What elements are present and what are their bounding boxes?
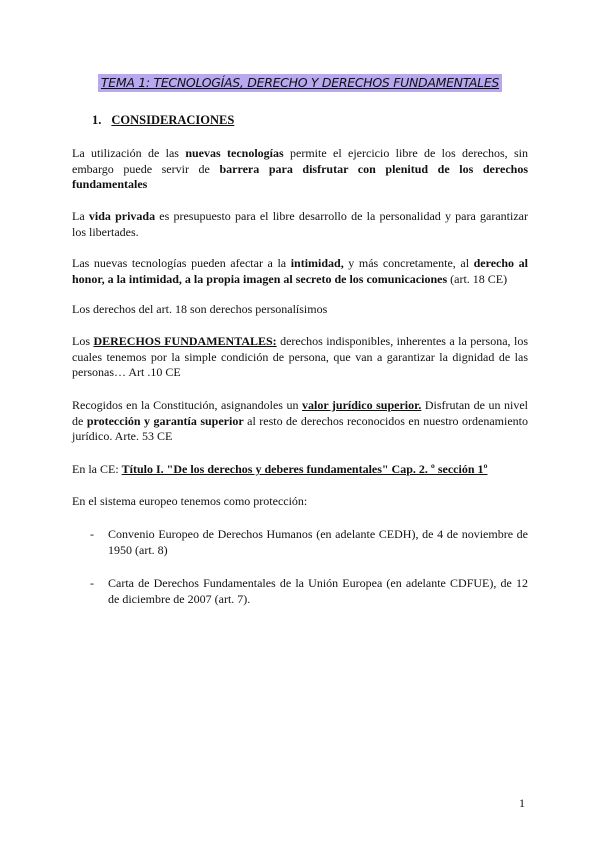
p2-text-a: La [72, 209, 89, 223]
paragraph-new-technologies [72, 146, 528, 193]
p6-bold-superior-value: valor jurídico superior. [301, 398, 422, 412]
paragraph-constitution [72, 398, 528, 445]
paragraph-intimacy [72, 256, 528, 287]
p5-bold-fundamental-rights: DERECHOS FUNDAMENTALES: [93, 334, 277, 348]
p6-bold-protection: protección y garantía superior [86, 413, 244, 428]
p3-text-a: Las nuevas tecnologías pueden afectar a la [72, 256, 291, 270]
p5-text-c: derechos indisponibles, inherentes a la persona, los cuales tenemos por la simple condición de persona, que van a garantizar la dignidad de las personas… Art .10 CE [72, 334, 528, 379]
section-heading [92, 113, 234, 128]
p3-text-c: y más concretamente, al [343, 256, 474, 270]
p1-text-c: permite el ejercicio libre de los derechos, sin embargo puede servir de [72, 146, 528, 176]
bullet-text-cdfue: Carta de Derechos Fundamentales de la Unión Europea (en adelante CDFUE), de 12 de diciembre de 2007 (art. 7). [108, 576, 528, 606]
title-container [0, 74, 600, 92]
p7-text-a: En la CE: [72, 462, 122, 476]
bullet-text-cedh: Convenio Europeo de Derechos Humanos (en adelante CEDH), de 4 de noviembre de 1950 (art. 8) [108, 527, 528, 557]
bullet-dash: - [90, 527, 94, 541]
p1-text-a: La utilización de las [72, 146, 186, 160]
p1-bold-new-tech: nuevas tecnologías [185, 146, 284, 160]
section-number: 1. [92, 113, 102, 127]
page-number: 1 [519, 796, 525, 810]
p6-text-a: Recogidos en la Constitución, asignandoles un [72, 398, 302, 412]
bullet-dash: - [90, 576, 94, 590]
paragraph-art18: Los derechos del art. 18 son derechos personalísimos [72, 302, 328, 316]
paragraph-private-life [72, 209, 528, 240]
p6-text-c: Disfrutan de un nivel de [72, 398, 528, 428]
p2-bold-private-life: vida privada [88, 209, 156, 223]
p3-bold-intimacy: intimidad, [290, 256, 344, 270]
p1-bold-barrier: barrera para disfrutar con plenitud de los derechos fundamentales [72, 161, 528, 191]
section-title: CONSIDERACIONES [111, 113, 235, 127]
p5-text-a: Los [72, 334, 94, 348]
list-item [90, 576, 528, 607]
paragraph-fundamental-rights [72, 334, 528, 381]
p3-text-e: (art. 18 CE) [447, 271, 508, 286]
p2-text-c: es presupuesto para el libre desarrollo de la personalidad y para garantizar los libertades. [72, 209, 529, 239]
list-item [90, 527, 528, 558]
paragraph-title-reference [72, 462, 528, 478]
paragraph-european-system: En el sistema europeo tenemos como protección: [72, 494, 308, 508]
p3-bold-rights: derecho al honor, a la intimidad, a la propia imagen al secreto de los comunicaciones [72, 256, 528, 286]
p7-bold-title-ref: Título I. "De los derechos y deberes fundamentales" Cap. 2. º sección 1º [121, 462, 488, 476]
p6-text-e: al resto de derechos reconocidos en nuestro ordenamiento jurídico. Arte. 53 CE [72, 413, 528, 443]
document-title: TEMA 1: TECNOLOGÍAS, DERECHO Y DERECHOS FUNDAMENTALES [98, 74, 502, 92]
